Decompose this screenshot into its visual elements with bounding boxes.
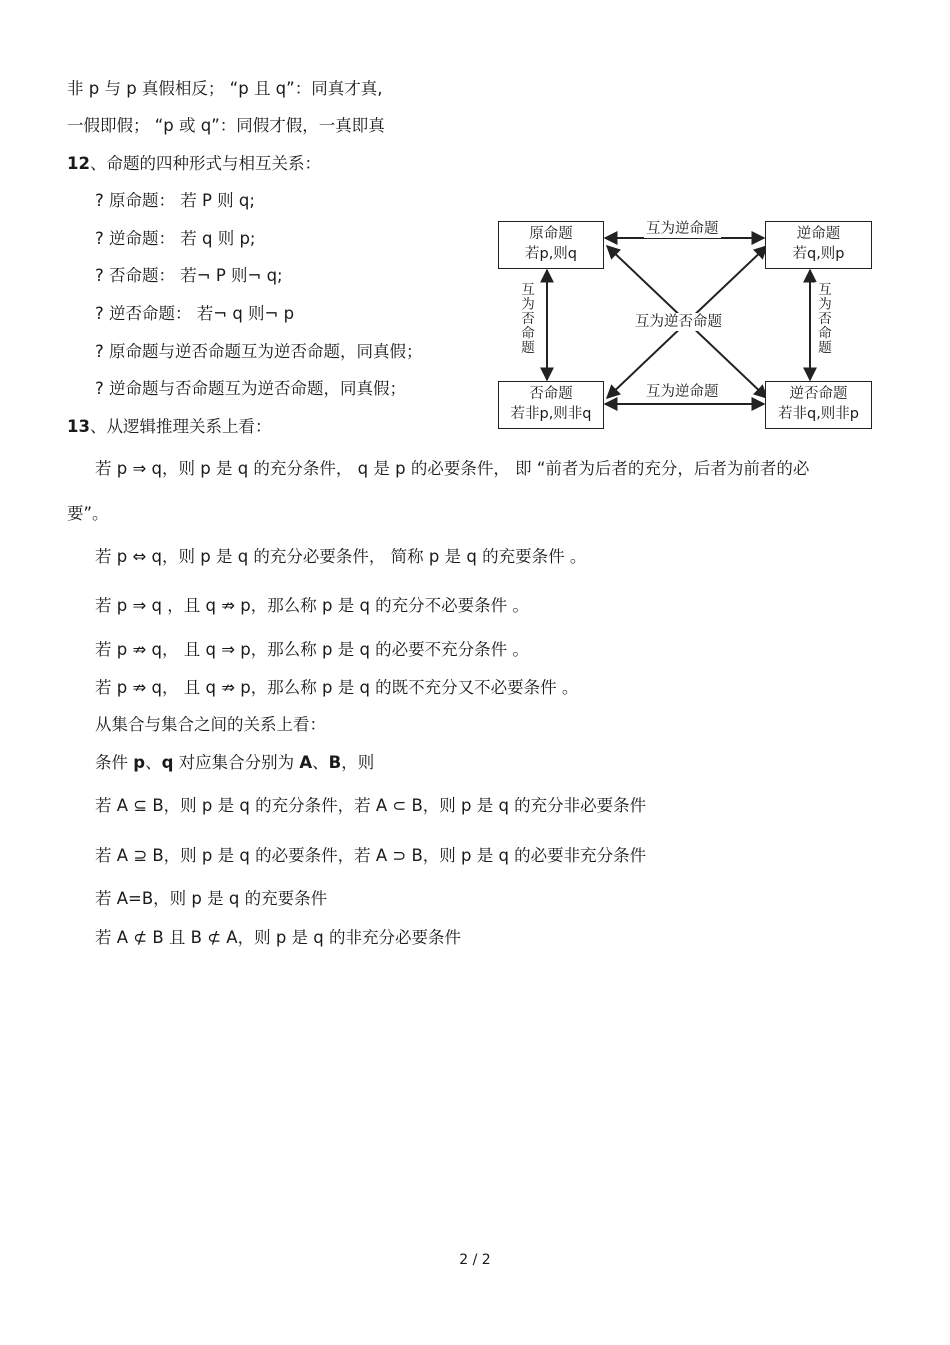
paragraph-subset: 若 A ⊆ B，则 p 是 q 的充分条件，若 A ⊂ B，则 p 是 q 的充分非必要条件 bbox=[95, 796, 647, 815]
list-item-original: ? 原命题： 若 P 则 q; bbox=[95, 191, 255, 210]
list-item-converse: ? 逆命题： 若 q 则 p; bbox=[95, 229, 256, 248]
list-item-inverse: ? 否命题： 若¬ P 则¬ q; bbox=[95, 266, 283, 285]
symbol-q: q bbox=[161, 753, 174, 772]
section-title: 、命题的四种形式与相互关系： bbox=[89, 154, 321, 173]
text-fragment: 、 bbox=[145, 753, 162, 772]
section-title: 、从逻辑推理关系上看： bbox=[89, 417, 272, 436]
paragraph-sufficient-necessary: 若 p ⇒ q，则 p 是 q 的充分条件， q 是 p 的必要条件， 即 “前者为后者的充分，后者为前者的必 bbox=[95, 459, 810, 478]
list-item-relation-1: ? 原命题与逆否命题互为逆否命题，同真假； bbox=[95, 342, 423, 361]
text-line-not-and: 非 p 与 p 真假相反； “p 且 q”：同真才真, bbox=[67, 79, 383, 98]
paragraph-neither: 若 p ⇏ q， 且 q ⇏ p，那么称 p 是 q 的既不充分又不必要条件 。 bbox=[95, 678, 579, 697]
label-center: 互为逆否命题 bbox=[635, 314, 722, 330]
section-number: 12 bbox=[67, 154, 90, 173]
list-item-relation-2: ? 逆命题与否命题互为逆否命题，同真假； bbox=[95, 379, 407, 398]
symbol-a: A bbox=[299, 753, 313, 772]
paragraph-set-condition bbox=[95, 752, 374, 774]
box-title: 否命题 bbox=[529, 386, 573, 402]
label-top: 互为逆命题 bbox=[646, 221, 719, 237]
symbol-p: p bbox=[133, 753, 146, 772]
paragraph-sufficient-not-necessary: 若 p ⇒ q ，且 q ⇏ p，那么称 p 是 q 的充分不必要条件 。 bbox=[95, 596, 529, 615]
text-fragment: 条件 bbox=[95, 753, 134, 772]
section-heading-12 bbox=[67, 153, 321, 175]
label-bottom: 互为逆命题 bbox=[646, 384, 719, 400]
paragraph-set-relation-intro: 从集合与集合之间的关系上看： bbox=[95, 715, 326, 734]
text-fragment: 、 bbox=[312, 753, 329, 772]
paragraph-necessary-not-sufficient: 若 p ⇏ q， 且 q ⇒ p，那么称 p 是 q 的必要不充分条件 。 bbox=[95, 640, 529, 659]
text-line-or: 一假即假； “p 或 q”：同假才假，一真即真 bbox=[67, 116, 385, 135]
box-form: 若非p,则非q bbox=[510, 406, 592, 422]
box-contrapositive-proposition bbox=[765, 381, 872, 429]
page-number: 2 / 2 bbox=[459, 1252, 491, 1268]
label-right: 互为否命题 bbox=[815, 282, 831, 355]
paragraph-not-subset: 若 A ⊄ B 且 B ⊄ A，则 p 是 q 的非充分必要条件 bbox=[95, 928, 462, 947]
symbol-b: B bbox=[328, 753, 342, 772]
paragraph-superset: 若 A ⊇ B，则 p 是 q 的必要条件，若 A ⊃ B，则 p 是 q 的必要非充分条件 bbox=[95, 846, 647, 865]
proposition-relation-diagram bbox=[497, 218, 875, 432]
box-title: 逆命题 bbox=[796, 226, 841, 242]
paragraph-sufficient-necessary-cont: 要”。 bbox=[67, 504, 109, 523]
list-item-contrapositive: ? 逆否命题： 若¬ q 则¬ p bbox=[95, 304, 295, 323]
section-number: 13 bbox=[67, 417, 90, 436]
section-heading-13 bbox=[67, 416, 271, 438]
box-form: 若非q,则非p bbox=[777, 406, 860, 422]
box-form: 若q,则p bbox=[792, 246, 845, 262]
box-converse-proposition bbox=[765, 221, 872, 269]
box-title: 逆否命题 bbox=[789, 386, 848, 402]
box-form: 若p,则q bbox=[524, 246, 578, 262]
box-title: 原命题 bbox=[529, 226, 573, 242]
paragraph-iff: 若 p ⇔ q，则 p 是 q 的充分必要条件， 简称 p 是 q 的充要条件 。 bbox=[95, 547, 587, 566]
box-original-proposition bbox=[498, 221, 604, 269]
text-fragment: ，则 bbox=[341, 753, 375, 772]
paragraph-equal-sets: 若 A=B，则 p 是 q 的充要条件 bbox=[95, 889, 328, 908]
box-inverse-proposition bbox=[498, 381, 604, 429]
text-fragment: 对应集合分别为 bbox=[173, 753, 300, 772]
label-left: 互为否命题 bbox=[518, 282, 534, 355]
